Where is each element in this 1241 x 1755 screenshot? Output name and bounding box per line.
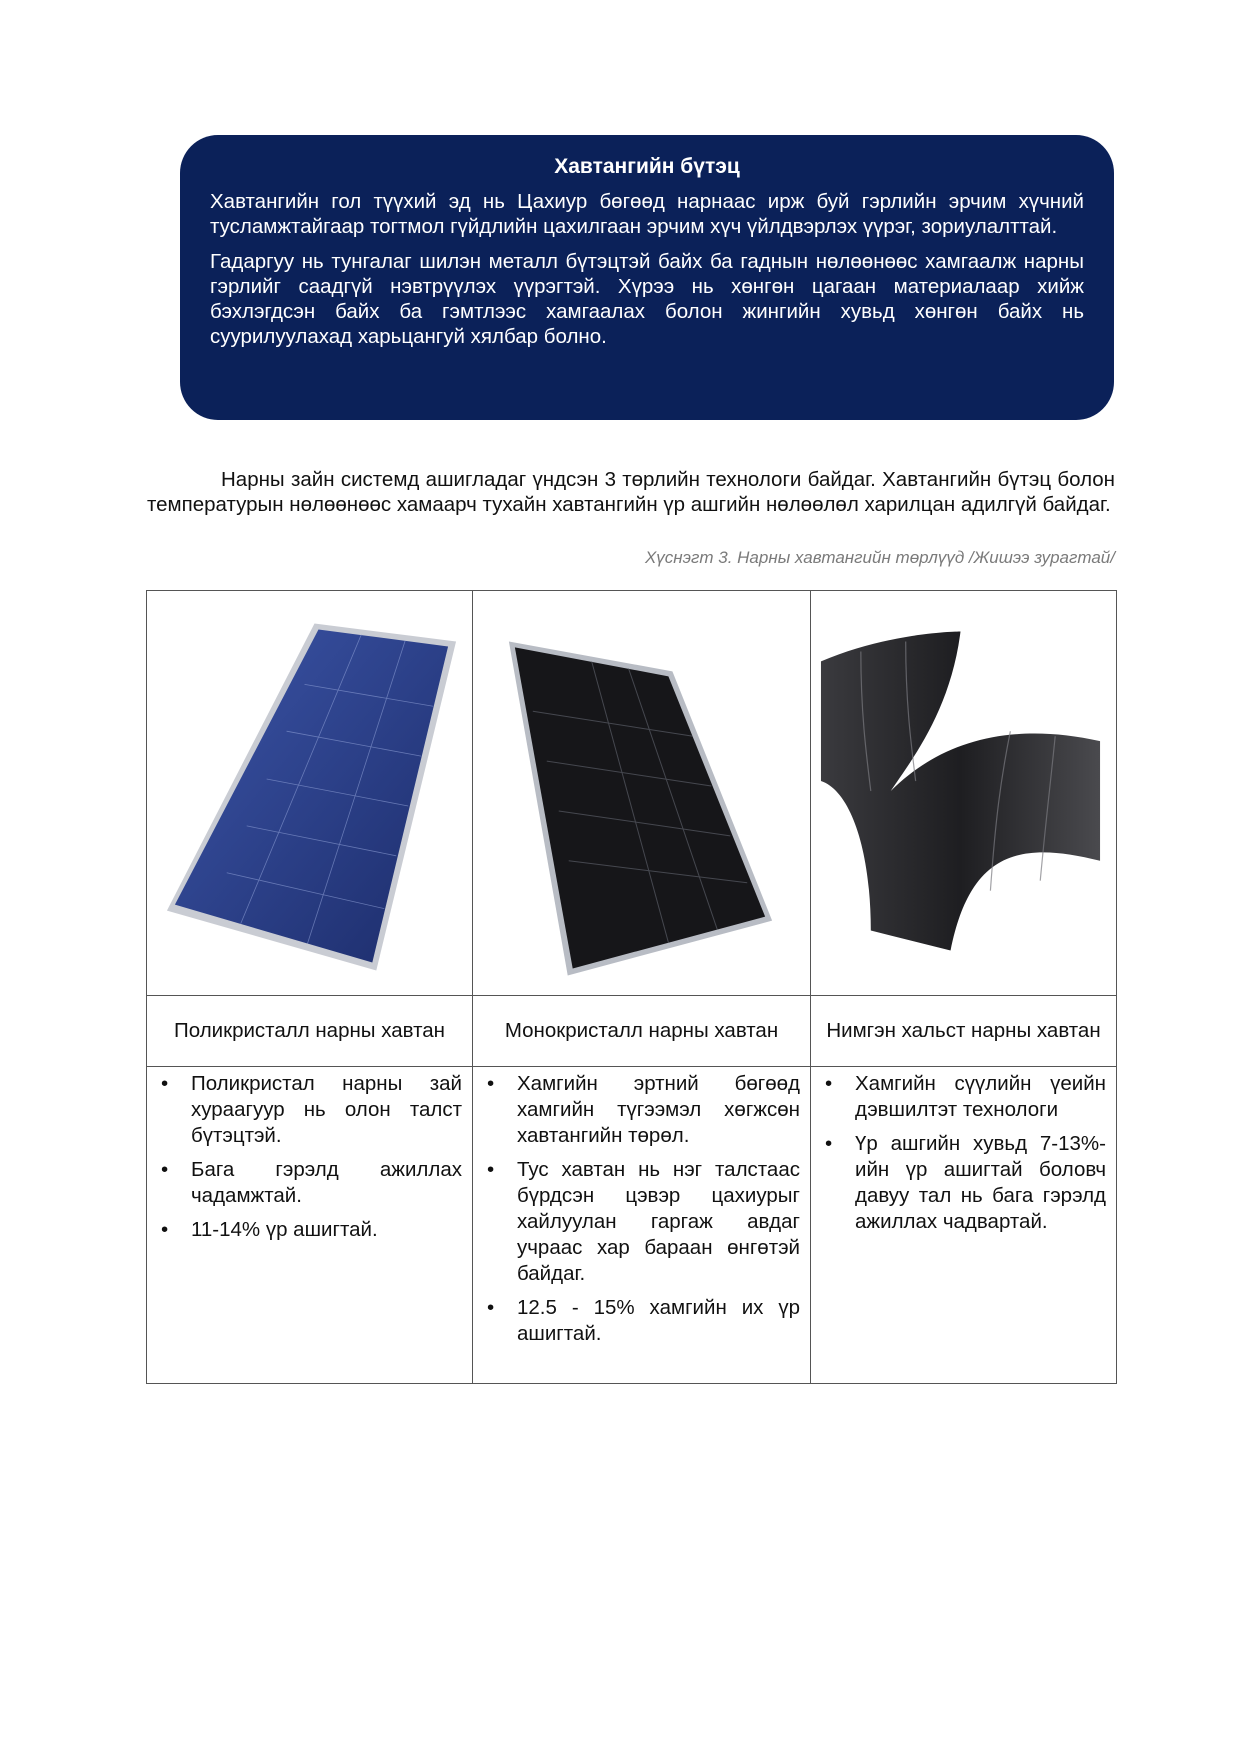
monocrystalline-description-cell [473, 1067, 811, 1384]
thin-film-image-cell [811, 591, 1117, 996]
structure-info-box [180, 135, 1114, 420]
list-item: • Үр ашгийн хувьд 7-13%-ийн үр ашигтай боловч давуу тал нь бага гэрэлд ажиллах чадвартай. [855, 1131, 1106, 1235]
info-box-title: Хавтангийн бүтэц [554, 155, 740, 178]
thin-film-name-cell [811, 996, 1117, 1067]
list-item: • 11-14% үр ашигтай. [191, 1217, 462, 1243]
description-row [147, 1067, 1117, 1384]
list-item: • Поликристал нарны зай хураагуур нь олон талст бүтэцтэй. [191, 1071, 462, 1149]
info-box-paragraph-2: Гадаргуу нь тунгалаг шилэн металл бүтэцтэй байх ба гаднын нөлөөнөөс хамгаалж нарны гэрлийг саадгүй нэвтрүүлэх үүрэгтэй. Хүрээ нь хөнгөн цагаан материалаар хийж бэхлэгдсэн байх ба гэмтлээс хамгаалах болон жингийн хувьд хөнгөн байх нь суурилуулахад харьцангуй хялбар болно. [210, 250, 1084, 348]
list-item: • Тус хавтан нь нэг талстаас бүрдсэн цэвэр цахиурыг хайлуулан гаргаж авдаг учраас хар бараан өнгөтэй байдаг. [517, 1157, 800, 1287]
list-item: • 12.5 - 15% хамгийн их үр ашигтай. [517, 1295, 800, 1347]
monocrystalline-bullets [473, 1071, 800, 1347]
name-row [147, 996, 1117, 1067]
polycrystalline-name-cell [147, 996, 473, 1067]
polycrystalline-image-cell [147, 591, 473, 996]
monocrystalline-name-cell [473, 996, 811, 1067]
polycrystalline-name: Поликристалл нарны хавтан [174, 1019, 445, 1042]
thin-film-description-cell [811, 1067, 1117, 1384]
monocrystalline-image-cell [473, 591, 811, 996]
thin-film-bullets [811, 1071, 1106, 1235]
list-item: • Бага гэрэлд ажиллах чадамжтай. [191, 1157, 462, 1209]
polycrystalline-bullets [147, 1071, 462, 1243]
list-item: • Хамгийн эртний бөгөөд хамгийн түгээмэл хөгжсөн хавтангийн төрөл. [517, 1071, 800, 1149]
table-caption: Хүснэгт 3. Нарны хавтангийн төрлүүд /Жишээ зурагтай/ [644, 548, 1115, 567]
monocrystalline-panel-image [473, 591, 810, 995]
thin-film-panel-image [811, 591, 1116, 995]
image-row [147, 591, 1117, 996]
info-box-paragraph-1: Хавтангийн гол түүхий эд нь Цахиур бөгөөд нарнаас ирж буй гэрлийн эрчим хүчний тусламжтайгаар тогтмол гүйдлийн цахилгаан эрчим хүч үйлдвэрлэх үүрэг, зориулалттай. [210, 190, 1084, 238]
monocrystalline-name: Монокристалл нарны хавтан [504, 1019, 779, 1042]
intro-paragraph: Нарны зайн системд ашигладаг үндсэн 3 төрлийн технологи байдаг. Хавтангийн бүтэц болон температурын нөлөөнөөс хамаарч тухайн хавтангийн үр ашгийн нөлөөлөл харилцан адилгүй байдаг. [147, 468, 1115, 516]
thin-film-name: Нимгэн хальст нарны хавтан [826, 1019, 1101, 1042]
polycrystalline-panel-image [147, 591, 472, 995]
polycrystalline-description-cell [147, 1067, 473, 1384]
list-item: • Хамгийн сүүлийн үеийн дэвшилтэт технологи [855, 1071, 1106, 1123]
panel-types-table [146, 590, 1117, 1384]
